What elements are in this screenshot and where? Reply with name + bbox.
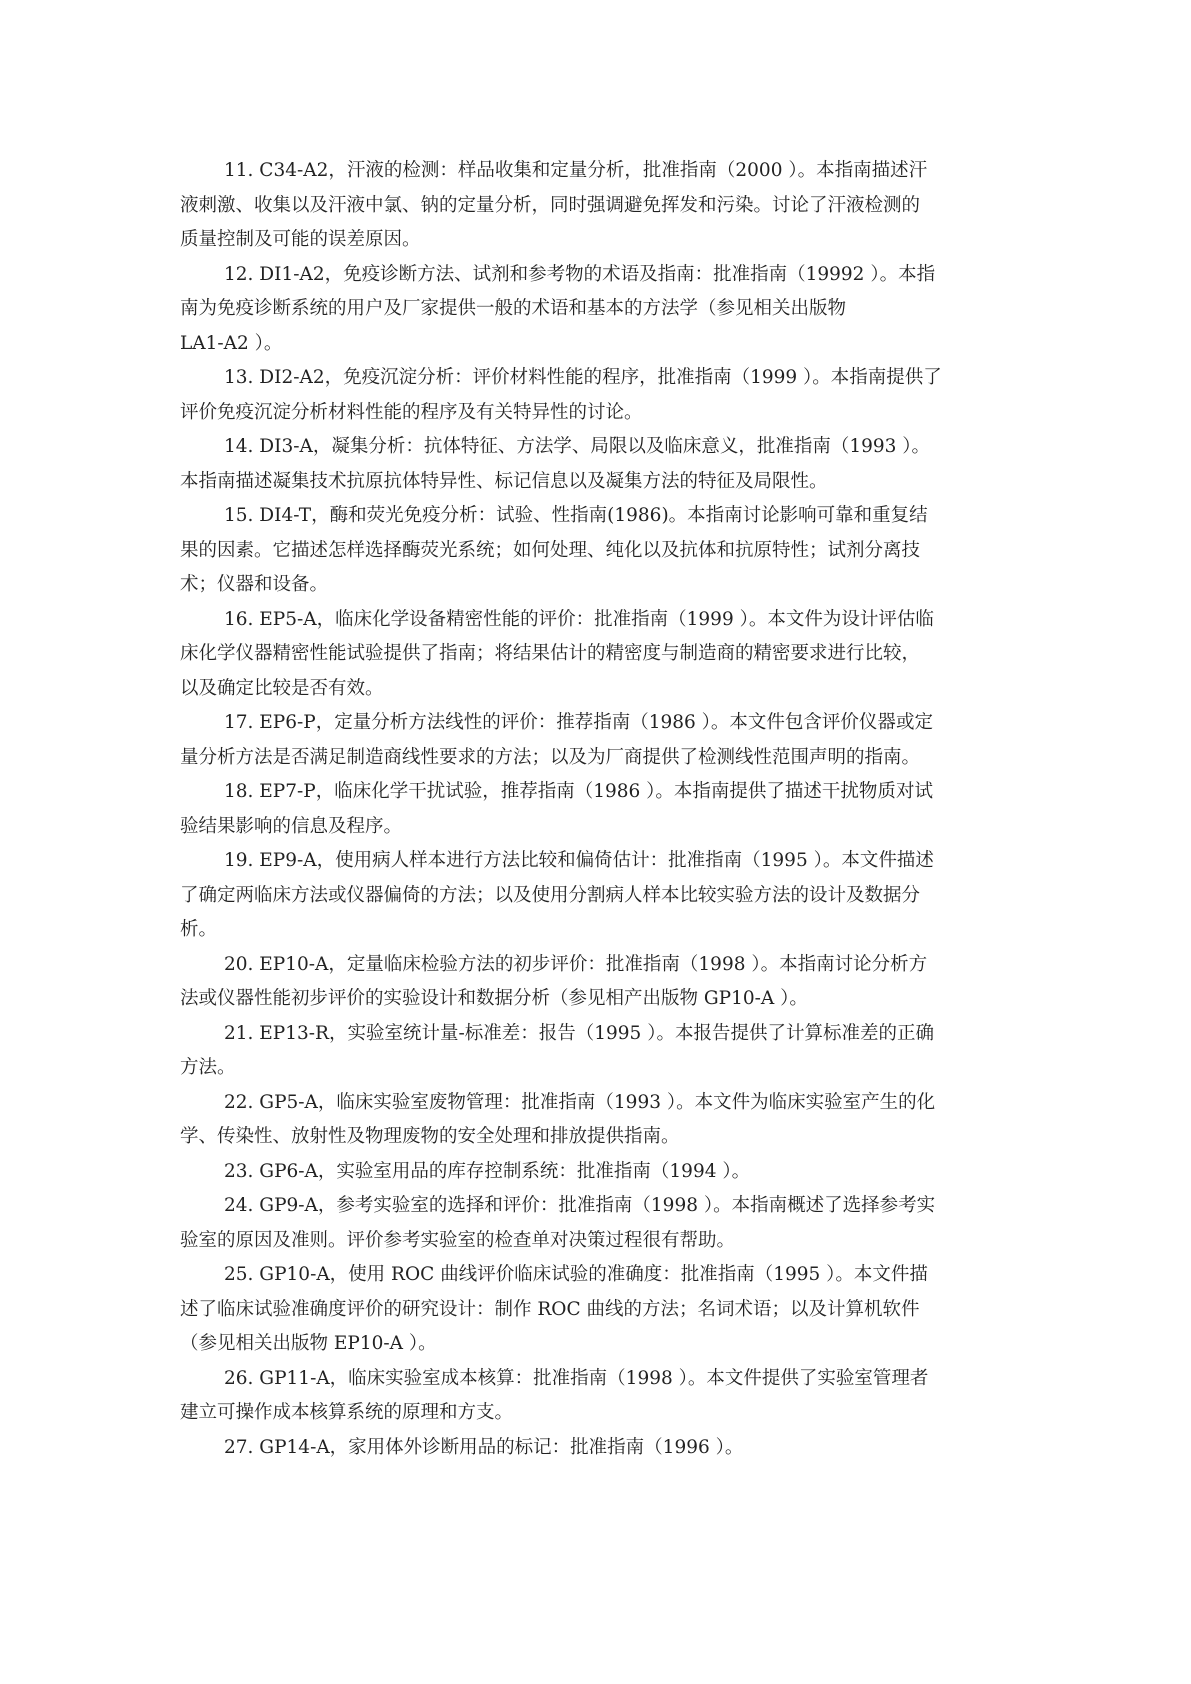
list-item-line: 术；仪器和设备。 — [180, 574, 329, 595]
list-item-line: 25. GP10-A，使用 ROC 曲线评价临床试验的准确度：批准指南（1995 ）。本文件描 — [224, 1264, 928, 1285]
list-item-line: 19. EP9-A，使用病人样本进行方法比较和偏倚估计：批准指南（1995 ）。本文件描述 — [224, 850, 934, 871]
list-item-line: 以及确定比较是否有效。 — [180, 677, 384, 699]
list-item-line: 果的因素。它描述怎样选择酶荧光系统；如何处理、纯化以及抗体和抗原特性；试剂分离技 — [180, 539, 921, 561]
list-item-11 — [180, 154, 1020, 258]
list-item-line: 液刺激、收集以及汗液中氯、钠的定量分析，同时强调避免挥发和污染。讨论了汗液检测的 — [180, 194, 921, 216]
list-item-15 — [180, 499, 1020, 603]
list-item-18 — [180, 775, 1020, 844]
list-item-27 — [180, 1431, 1020, 1466]
list-item-20 — [180, 948, 1020, 1017]
list-item-17 — [180, 706, 1020, 775]
list-item-line: 22. GP5-A，临床实验室废物管理：批准指南（1993 ）。本文件为临床实验室产生的化 — [224, 1091, 936, 1113]
list-item-26 — [180, 1362, 1020, 1431]
list-item-line: 13. DI2-A2，免疫沉淀分析：评价材料性能的程序，批准指南（1999 ）。本指南提供了 — [224, 367, 942, 388]
list-item-16 — [180, 603, 1020, 707]
list-item-14 — [180, 430, 1020, 499]
list-item-25 — [180, 1258, 1020, 1362]
list-item-line: 质量控制及可能的误差原因。 — [180, 229, 421, 250]
list-item-line: 21. EP13-R，实验室统计量-标准差：报告（1995 ）。本报告提供了计算标准差的正确 — [224, 1022, 934, 1044]
list-item-line: 床化学仪器精密性能试验提供了指南；将结果估计的精密度与制造商的精密要求进行比较， — [180, 643, 921, 664]
list-item-line: 了确定两临床方法或仪器偏倚的方法；以及使用分割病人样本比较实验方法的设计及数据分 — [180, 884, 921, 906]
list-item-line: 16. EP5-A，临床化学设备精密性能的评价：批准指南（1999 ）。本文件为设计评估临 — [224, 608, 934, 630]
list-item-line: 南为免疫诊断系统的用户及厂家提供一般的术语和基本的方法学（参见相关出版物 — [180, 298, 847, 319]
list-item-line: 法或仪器性能初步评价的实验设计和数据分析（参见相产出版物 GP10-A ）。 — [180, 988, 808, 1009]
list-item-line: 18. EP7-P，临床化学干扰试验，推荐指南（1986 ）。本指南提供了描述干扰物质对试 — [224, 781, 933, 802]
list-item-line: 11. C34-A2，汗液的检测：样品收集和定量分析，批准指南（2000 ）。本指南描述汗 — [224, 160, 928, 181]
list-item-19 — [180, 844, 1020, 948]
list-item-line: 量分析方法是否满足制造商线性要求的方法；以及为厂商提供了检测线性范围声明的指南。 — [180, 746, 921, 768]
list-item-line: 14. DI3-A，凝集分析：抗体特征、方法学、局限以及临床意义，批准指南（1993 ）。 — [224, 436, 931, 457]
list-item-line: 27. GP14-A，家用体外诊断用品的标记：批准指南（1996 ）。 — [224, 1436, 744, 1458]
list-item-line: 12. DI1-A2，免疫诊断方法、试剂和参考物的术语及指南：批准指南（19992 ）。本指 — [224, 263, 936, 285]
list-item-line: 方法。 — [180, 1057, 236, 1078]
list-item-line: 建立可操作成本核算系统的原理和方支。 — [180, 1402, 514, 1423]
list-item-line: LA1-A2 ）。 — [180, 332, 283, 354]
list-item-line: 15. DI4-T，酶和荧光免疫分析：试验、性指南(1986)。本指南讨论影响可靠和重复结 — [224, 505, 928, 526]
list-item-12 — [180, 258, 1020, 362]
list-item-21 — [180, 1017, 1020, 1086]
list-item-22 — [180, 1086, 1020, 1155]
standards-list — [180, 154, 1020, 1465]
list-item-line: 17. EP6-P，定量分析方法线性的评价：推荐指南（1986 ）。本文件包含评价仪器或定 — [224, 712, 933, 733]
list-item-13 — [180, 361, 1020, 430]
list-item-24 — [180, 1189, 1020, 1258]
list-item-line: 述了临床试验准确度评价的研究设计：制作 ROC 曲线的方法；名词术语；以及计算机软件 — [180, 1298, 920, 1320]
list-item-23 — [180, 1155, 1020, 1190]
list-item-line: （参见相关出版物 EP10-A ）。 — [180, 1333, 437, 1354]
list-item-line: 23. GP6-A，实验室用品的库存控制系统：批准指南（1994 ）。 — [224, 1160, 751, 1182]
list-item-line: 评价免疫沉淀分析材料性能的程序及有关特异性的讨论。 — [180, 401, 643, 423]
list-item-line: 验结果影响的信息及程序。 — [180, 815, 403, 837]
list-item-line: 26. GP11-A，临床实验室成本核算：批准指南（1998 ）。本文件提供了实验室管理者 — [224, 1367, 929, 1389]
list-item-line: 本指南描述凝集技术抗原抗体特异性、标记信息以及凝集方法的特征及局限性。 — [180, 470, 828, 492]
list-item-line: 验室的原因及准则。评价参考实验室的检查单对决策过程很有帮助。 — [180, 1229, 736, 1251]
list-item-line: 24. GP9-A，参考实验室的选择和评价：批准指南（1998 ）。本指南概述了选择参考实 — [224, 1195, 936, 1216]
list-item-line: 析。 — [180, 919, 218, 940]
list-item-line: 20. EP10-A，定量临床检验方法的初步评价：批准指南（1998 ）。本指南讨论分析方 — [224, 953, 928, 975]
list-item-line: 学、传染性、放射性及物理废物的安全处理和排放提供指南。 — [180, 1126, 680, 1147]
